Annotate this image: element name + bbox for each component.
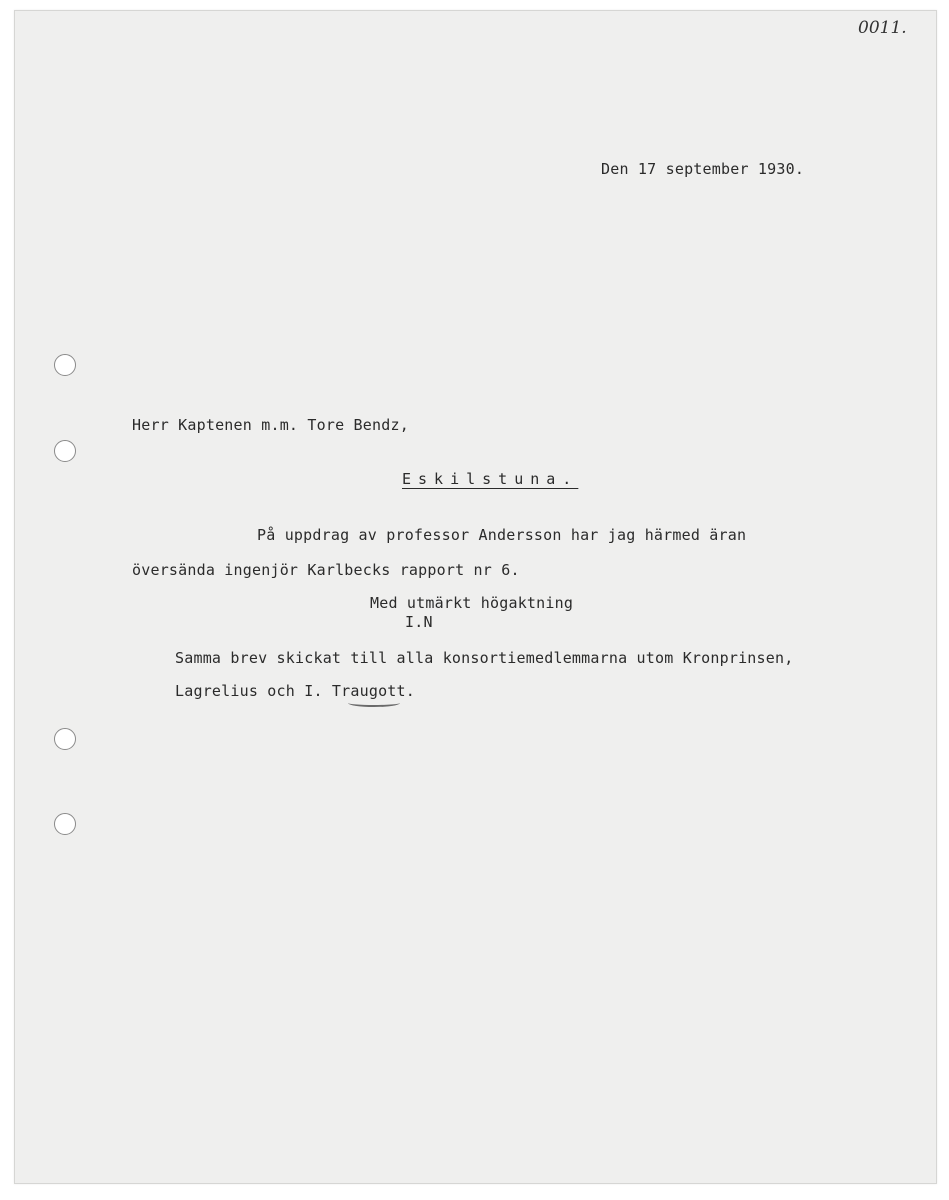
punch-hole bbox=[54, 354, 76, 376]
salutation: Herr Kaptenen m.m. Tore Bendz, bbox=[132, 416, 409, 434]
body-line-1: På uppdrag av professor Andersson har jag härmed äran bbox=[257, 526, 747, 544]
initials: I.N bbox=[405, 613, 433, 631]
recipient-city: Eskilstuna. bbox=[402, 470, 579, 488]
note-line-1: Samma brev skickat till alla konsortiemedlemmarna utom Kronprinsen, bbox=[175, 649, 794, 667]
body-line-2: översända ingenjör Karlbecks rapport nr 6. bbox=[132, 561, 520, 579]
punch-hole bbox=[54, 813, 76, 835]
punch-hole bbox=[54, 440, 76, 462]
punch-hole bbox=[54, 728, 76, 750]
folio-number: 0011. bbox=[858, 18, 907, 38]
note-line-2: Lagrelius och I. Traugott. bbox=[175, 682, 415, 700]
closing: Med utmärkt högaktning bbox=[370, 594, 574, 612]
letter-date: Den 17 september 1930. bbox=[601, 160, 805, 178]
handwritten-underline bbox=[348, 699, 400, 707]
